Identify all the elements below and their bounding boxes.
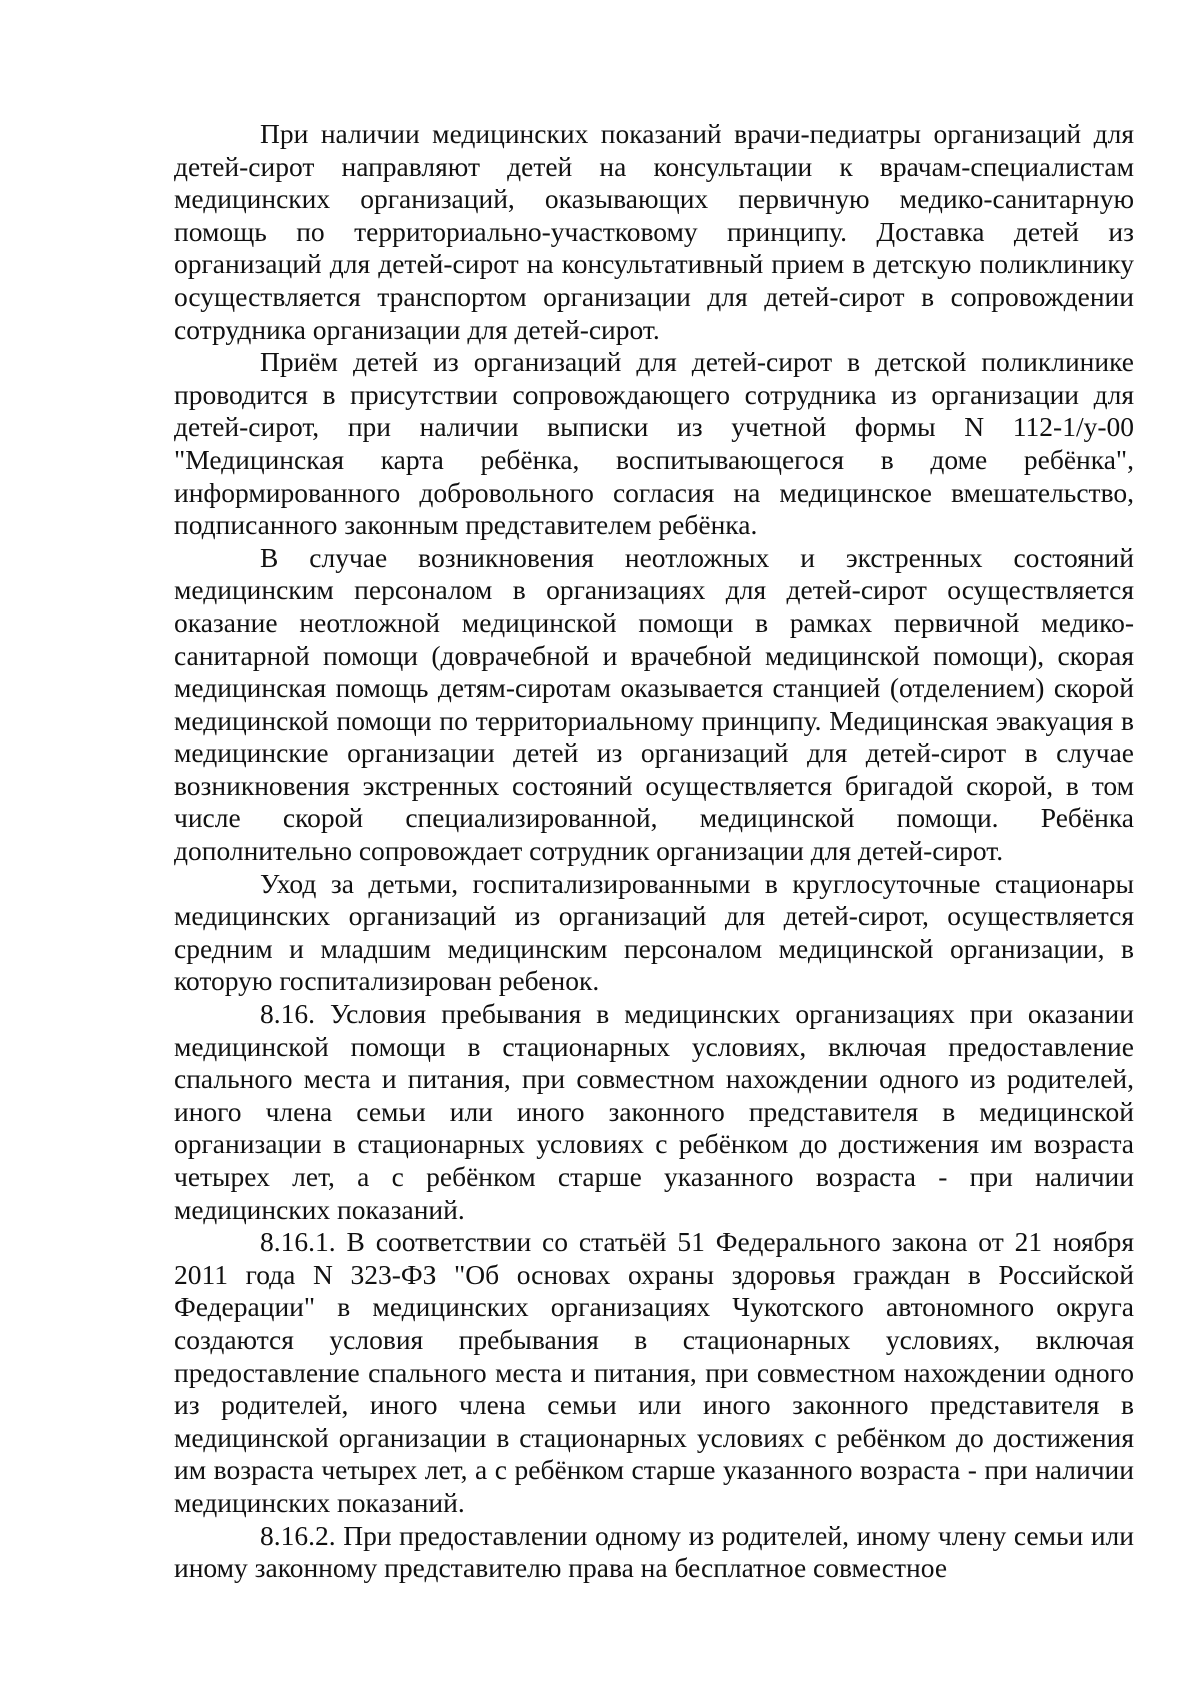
paragraph-consultations: При наличии медицинских показаний врачи-педиатры организаций для детей-сирот направляют детей на консультации к врачам-специалистам медицинских организаций, оказывающих первичную медико-санитарную помощь по территориально-участковому принципу. Доставка детей из организаций для детей-сирот на консультативный прием в детскую поликлинику осуществляется транспортом организации для детей-сирот в сопровождении сотрудника организации для детей-сирот. — [174, 118, 1134, 345]
paragraph-section-8-16: 8.16. Условия пребывания в медицинских организациях при оказании медицинской помощи в стационарных условиях, включая предоставление спального места и питания, при совместном нахождении одного из родителей, иного члена семьи или иного законного представителя в медицинской организации в стационарных условиях с ребёнком до достижения им возраста четырех лет, а с ребёнком старше указанного возраста - при наличии медицинских показаний. — [174, 998, 1134, 1225]
paragraph-hospital-care: Уход за детьми, госпитализированными в круглосуточные стационары медицинских организаций из организаций для детей-сирот, осуществляется средним и младшим медицинским персоналом медицинской организации, в которую госпитализирован ребенок. — [174, 867, 1134, 997]
paragraph-section-8-16-2: 8.16.2. При предоставлении одному из родителей, иному члену семьи или иному законному представителю права на бесплатное совместное — [174, 1519, 1134, 1584]
paragraph-emergency-care: В случае возникновения неотложных и экстренных состояний медицинским персоналом в организациях для детей-сирот осуществляется оказание неотложной медицинской помощи в рамках первичной медико-санитарной помощи (доврачебной и врачебной медицинской помощи), скорая медицинская помощь детям-сиротам оказывается станцией (отделением) скорой медицинской помощи по территориальному принципу. Медицинская эвакуация в медицинские организации детей из организаций для детей-сирот в случае возникновения экстренных состояний осуществляется бригадой скорой, в том числе скорой специализированной, медицинской помощи. Ребёнка дополнительно сопровождает сотрудник организации для детей-сирот. — [174, 541, 1134, 867]
paragraph-section-8-16-1: 8.16.1. В соответствии со статьёй 51 Федерального закона от 21 ноября 2011 года N 323-ФЗ "Об основах охраны здоровья граждан в Российской Федерации" в медицинских организациях Чукотского автономного округа создаются условия пребывания в стационарных условиях, включая предоставление спального места и питания, при совместном нахождении одного из родителей, иного члена семьи или иного законного представителя в медицинской организации в стационарных условиях с ребёнком до достижения им возраста четырех лет, а с ребёнком старше указанного возраста - при наличии медицинских показаний. — [174, 1226, 1134, 1518]
paragraph-polyclinic-admission: Приём детей из организаций для детей-сирот в детской поликлинике проводится в присутствии сопровождающего сотрудника из организации для детей-сирот, при наличии выписки из учетной формы N 112-1/у-00 "Медицинская карта ребёнка, воспитывающегося в доме ребёнка", информированного добровольного согласия на медицинское вмешательство, подписанного законным представителем ребёнка. — [174, 346, 1134, 541]
document-page — [174, 118, 1134, 1585]
